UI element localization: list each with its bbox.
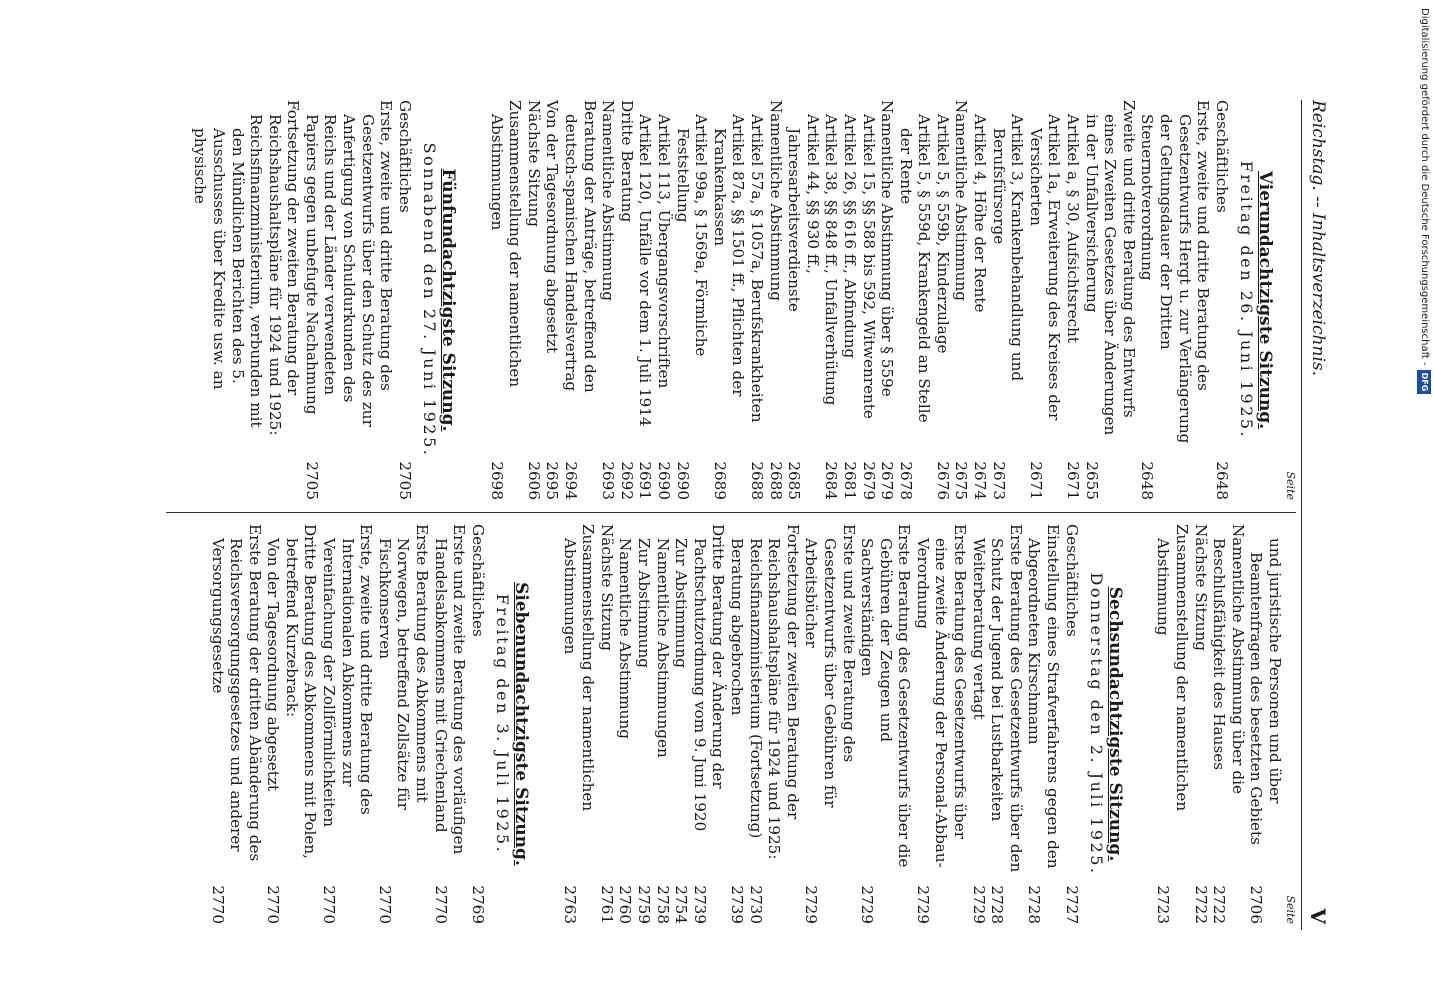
toc-entry-page: 2763 [560,885,579,924]
toc-entry-text: Artikel 113, Übergangsvorschriften [655,114,673,389]
toc-entry-text: Geschäftliches [395,100,414,213]
toc-entry-text: Artikel 38, §§ 848 ff., Unfallverhütung [822,114,841,406]
toc-entry-page: 2684 [822,461,841,500]
toc-entry [859,100,878,500]
header-rule [1301,100,1302,930]
toc-entry-page: 2679 [859,461,878,500]
toc-entry-page: 2729 [913,885,932,924]
toc-entry-page: 2695 [543,461,562,500]
toc-entry-page: 2758 [653,885,672,924]
toc-entry-page: 2690 [655,461,673,500]
toc-entry [543,100,562,500]
toc-entry-text: Artikel 57a, § 1057a, Berufskrankheiten [747,114,766,423]
toc-entry-page: 2693 [599,461,618,500]
toc-entry-page: 2769 [468,885,487,924]
toc-entry [1212,100,1231,500]
toc-entry-text: Zusammenstellung der namentlichen Abstimmung [1154,524,1192,812]
toc-entry-page: 2676 [933,461,952,500]
toc-entry [487,100,524,500]
toc-entry-text: Artikel 44, §§ 930 ff., Jahresarbeitsverdienste [785,114,822,312]
toc-entry [785,100,822,500]
left-column [191,100,1296,500]
toc-entry-page: 2678 [896,461,915,500]
toc-entry [822,100,841,500]
toc-entry [952,100,971,500]
toc-entry [746,524,765,924]
toc-entry-text: Erste und zweite Beratung des vorläufigen Handelsabkommens mit Griechenland [431,524,469,855]
toc-entry-page: 2689 [710,461,729,500]
toc-entry [561,100,598,500]
rotated-document-page [100,80,1330,950]
toc-entry [264,524,283,924]
toc-entry-page: 2727 [1062,885,1081,924]
toc-entry-text: Dritte Beratung [617,100,636,223]
toc-entry [395,100,414,500]
toc-entry-text: Namentliche Abstimmung über § 559e [878,100,897,397]
toc-entry [727,524,746,924]
toc-entry [933,100,952,500]
header-running-title: Reichstag. -- Inhaltsverzeichnis. [1308,100,1328,377]
header-page-number: V [1306,908,1330,924]
toc-entry-text: Erste und zweite Beratung des Gesetzentwurfs über Gebühren für Arbeitsbücher [802,524,858,808]
toc-entry-page: 2754 [672,885,691,924]
spacer [1134,524,1154,924]
toc-entry-text: Erste Beratung des Abkommens mit Norwegen, betreffend Zollsätze für Fischkonserven [375,524,432,810]
page-header [1304,100,1330,930]
toc-entry-text: Namentliche Abstimmung über die Beschlußfähigkeit des Hauses [1210,524,1247,794]
toc-entry-text: Fortsetzung der zweiten Beratung der Reichshaushaltspläne für 1924 und 1925: [765,524,802,860]
toc-entry-text: Von der Tagesordnung abgesetzt [264,538,283,792]
session-date: Freitag den 26. Juni 1925. [1237,160,1257,440]
toc-entry-page: 2739 [727,885,746,924]
toc-entry-text: Artikel 3, Krankenbehandlung und Berufsfürsorge [989,114,1027,382]
toc-entry [896,100,933,500]
toc-entry-page: 2728 [988,885,1007,924]
toc-entry [320,524,376,924]
toc-entry-text: Geschäftliches [1062,524,1081,637]
toc-entry-text: Nächste Sitzung [597,524,616,651]
credit-text: Digitalisierung gefördert durch die Deutsche Forschungsgemeinschaft - [1419,8,1430,366]
toc-entry-text: Zur Abstimmung [635,538,653,668]
toc-entry-page: 2671 [1026,461,1045,500]
toc-entry-page: 2770 [375,885,394,924]
toc-entry [636,100,655,500]
toc-entry-text: Dritte Beratung des Abkommens mit Polen, betreffend Kurzebrack: [282,524,320,859]
toc-entry [802,524,858,924]
toc-entry-text: Beratung abgebrochen [727,538,746,716]
toc-entry-page: 2675 [952,461,971,500]
toc-entry-page: 2705 [302,461,321,500]
toc-entry-text: Geschäftliches [468,524,487,637]
toc-entry-text: Erste Beratung des Gesetzentwurfs über die Gebühren der Zeugen und Sachverständigen [858,524,914,868]
toc-entry [191,100,265,500]
toc-entry [1062,524,1081,924]
toc-entry [524,100,543,500]
toc-entry-page: 2692 [617,461,636,500]
toc-entry-page: 2728 [1025,885,1044,924]
toc-entry-text: Namentliche Abstimmungen [653,538,672,758]
session-title: Vierundachtzigste Sitzung. [1255,170,1275,430]
toc-entry [747,100,766,500]
toc-entry [1138,100,1212,500]
toc-entry-page: 2729 [858,885,877,924]
toc-entry [208,524,264,924]
toc-entry-page: 2770 [264,885,283,924]
toc-entry-page: 2739 [690,885,709,924]
toc-entry-page: 2655 [1082,461,1101,500]
toc-entry-page: 2760 [616,885,635,924]
toc-entry [282,524,319,924]
toc-entry-text: Erste, zweite und dritte Beratung des Gesetzentwurfs über den Schutz des zur Anfertigung von Schuldurkunden des Reichs und der Länder verwendeten Papiers gegen unbefugte Nachahmung [302,100,396,427]
toc-entry-page: 2688 [747,461,766,500]
toc-entry-text: Namentliche Abstimmung [599,100,618,301]
toc-entry-page: 2698 [487,461,506,500]
toc-entry-text: Dritte Beratung der Änderung der Pachtschutzordnung vom 9. Juni 1920 [690,524,728,832]
toc-entry-page: 2729 [969,885,988,924]
toc-entry-text: Einstellung eines Strafverfahrens gegen den Abgeordneten Kirschmann [1025,524,1063,869]
toc-entry [654,100,673,500]
toc-entry-text: Nächste Sitzung [1191,524,1210,651]
seite-label: Seite [1284,471,1297,500]
toc-entry-text: Namentliche Abstimmung [952,100,971,301]
toc-entry-text: Zusammenstellung der namentlichen Abstimmungen [560,524,598,812]
toc-entry-text: Geschäftliches [1212,100,1231,213]
toc-entry-page: 2759 [635,885,653,924]
toc-entry [617,100,636,500]
toc-entry [302,100,395,500]
toc-entry-text: Artikel a, § 30, Aufsichtsrecht [1064,114,1083,344]
toc-entry-page: 2648 [1138,461,1157,500]
toc-entry-text: Artikel 26, §§ 616 ff., Abfindung [840,114,859,359]
toc-entry [597,524,616,924]
toc-entry-text: Artikel 5, § 559d, Krankengeld an Stelle der Rente [896,114,934,423]
toc-entry-text: Erste Beratung des Gesetzentwurfs über eine zweite Änderung der Personal-Abbau-Verordnung [913,524,970,868]
toc-entry-page: 2679 [878,461,897,500]
toc-entry-text: Erste Beratung des Gesetzentwurfs über den Schutz der Jugend bei Lustbarkeiten [988,524,1025,873]
toc-entry [1191,524,1210,924]
toc-entry [1154,524,1191,924]
toc-entry [673,100,710,500]
toc-entry-text: Fortsetzung der zweiten Beratung der Reichshaushaltspläne für 1924 und 1925: [265,100,303,436]
toc-entry [1025,524,1062,924]
toc-entry-text: Artikel 1a, Erweiterung des Kreises der Versicherten [1026,114,1064,421]
toc-entry-page: 2729 [802,885,821,924]
toc-entry-text: Artikel 4, Höhe der Rente [971,114,990,313]
column-divider [166,512,1296,513]
toc-entry-page: 2770 [320,885,339,924]
toc-entry-page: 2723 [1154,885,1173,924]
toc-entry [690,524,727,924]
toc-entry [560,524,597,924]
digitization-credit [1418,8,1434,438]
toc-entry-text: Artikel 15, §§ 588 bis 592, Witwenrente [859,114,878,419]
session-date: Donnerstag den 2. Juli 1925. [1087,572,1107,876]
toc-entry-text: Artikel 99a, § 1569a, Förmliche Feststellung [673,114,711,357]
toc-entry [1247,524,1284,924]
toc-entry [468,524,487,924]
toc-entry-text: Artikel 120, Unfälle vor dem 1. Juli 1914 [636,114,655,427]
toc-entry-text: Artikel 87a, §§ 1501 ff., Pflichten der Krankenkassen [710,114,748,397]
toc-entry-page: 2770 [431,885,450,924]
toc-entry [840,100,859,500]
toc-entry [1026,100,1063,500]
toc-entry-text: Nächste Sitzung [524,100,543,227]
toc-entry-page: 2770 [208,885,227,924]
toc-entry-text: Zweite und dritte Beratung des Entwurfs eines Zweiten Gesetzes über Änderungen in der Unfallversicherung [1082,100,1138,436]
toc-entry-page: 2681 [840,461,859,500]
toc-entry-page: 2691 [636,461,655,500]
toc-entry-page: 2705 [395,461,414,500]
toc-entry [672,524,691,924]
toc-entry-page: 2722 [1210,885,1229,924]
toc-entry-text: Erste, zweite und dritte Beratung des Internationalen Abkommens zur Vereinfachung der Zollförmlichkeiten [320,524,376,828]
toc-entry-page: 2685 [785,461,804,500]
toc-entry [858,524,914,924]
toc-entry-text: Reichsfinanzministerium (Fortsetzung) [746,538,765,839]
toc-entry-page: 2706 [1247,885,1266,924]
toc-entry-page: 2674 [971,461,990,500]
toc-entry-text: und juristische Personen und über Beamtenfragen des besetzten Gebiets [1247,538,1284,845]
toc-entry-page: 2730 [746,885,765,924]
session-date: Freitag den 3. Juli 1925. [493,593,513,855]
toc-entry-page: 2761 [597,885,616,924]
session-title: Siebenundachtzigste Sitzung. [511,582,532,866]
toc-entry-text: Namentliche Abstimmung [616,538,635,739]
toc-entry [913,524,969,924]
session-date: Sonnabend den 27. Juni 1925. [420,142,440,458]
toc-entry [1063,100,1082,500]
spacer [467,100,487,500]
toc-entry-page: 2648 [1212,461,1231,500]
toc-entry-page: 2606 [524,461,543,500]
toc-entry [988,524,1025,924]
toc-entry [878,100,897,500]
toc-entry [1210,524,1247,924]
toc-entry-page: 2722 [1191,885,1210,924]
toc-entry [375,524,431,924]
toc-entry [766,100,785,500]
toc-entry [710,100,747,500]
toc-entry [989,100,1026,500]
right-column [208,524,1296,924]
toc-entry [265,100,302,500]
toc-entry-text: Erste, zweite und dritte Beratung des Gesetzentwurfs Hergt u. zur Verlängerung der Geltungsdauer der Dritten Steuernotverordnung [1138,100,1213,444]
toc-entry [616,524,635,924]
toc-entry-text: Zusammenstellung der namentlichen Abstimmungen [487,100,525,388]
seite-label: Seite [1284,895,1297,924]
spacer [540,524,560,924]
toc-entry-text: Von der Tagesordnung abgesetzt [543,100,562,354]
session-title: Fünfundachtzigste Sitzung. [438,168,459,432]
toc-entry [969,524,988,924]
toc-entry-text: Namentliche Abstimmung [766,100,785,301]
toc-entry-text: Reichsfinanzministerium, verbunden mit den Mündlichen Berichten des 5. Ausschusses über Kredite usw. an physische [191,114,266,428]
toc-entry-text: Beratung der Anträge, betreffend den deutsch-spanischen Handelsvertrag [562,100,599,393]
session-title: Sechsundachtzigste Sitzung. [1104,586,1125,862]
toc-entry-page: 2690 [673,461,692,500]
toc-entry [765,524,802,924]
toc-entry-page: 2671 [1064,461,1083,500]
toc-entry [1082,100,1138,500]
toc-entry [599,100,618,500]
toc-entry-page: 2688 [766,461,785,500]
toc-entry-text: Zur Abstimmung [672,538,691,668]
toc-entry [971,100,990,500]
toc-entry [653,524,672,924]
toc-entry [431,524,468,924]
toc-entry [634,524,653,924]
dfg-logo: DFG [1417,370,1431,395]
toc-entry-page: 2694 [562,461,581,500]
toc-entry-text: Erste Beratung der dritten Abänderung des Reichsversorgungsgesetzes und anderer Versorgungsgesetze [208,524,264,862]
toc-entry-text: Artikel 5, § 559b, Kinderzulage [933,114,952,354]
toc-entry-page: 2673 [989,461,1008,500]
toc-entry-text: Weiterberatung vertagt [969,538,988,720]
